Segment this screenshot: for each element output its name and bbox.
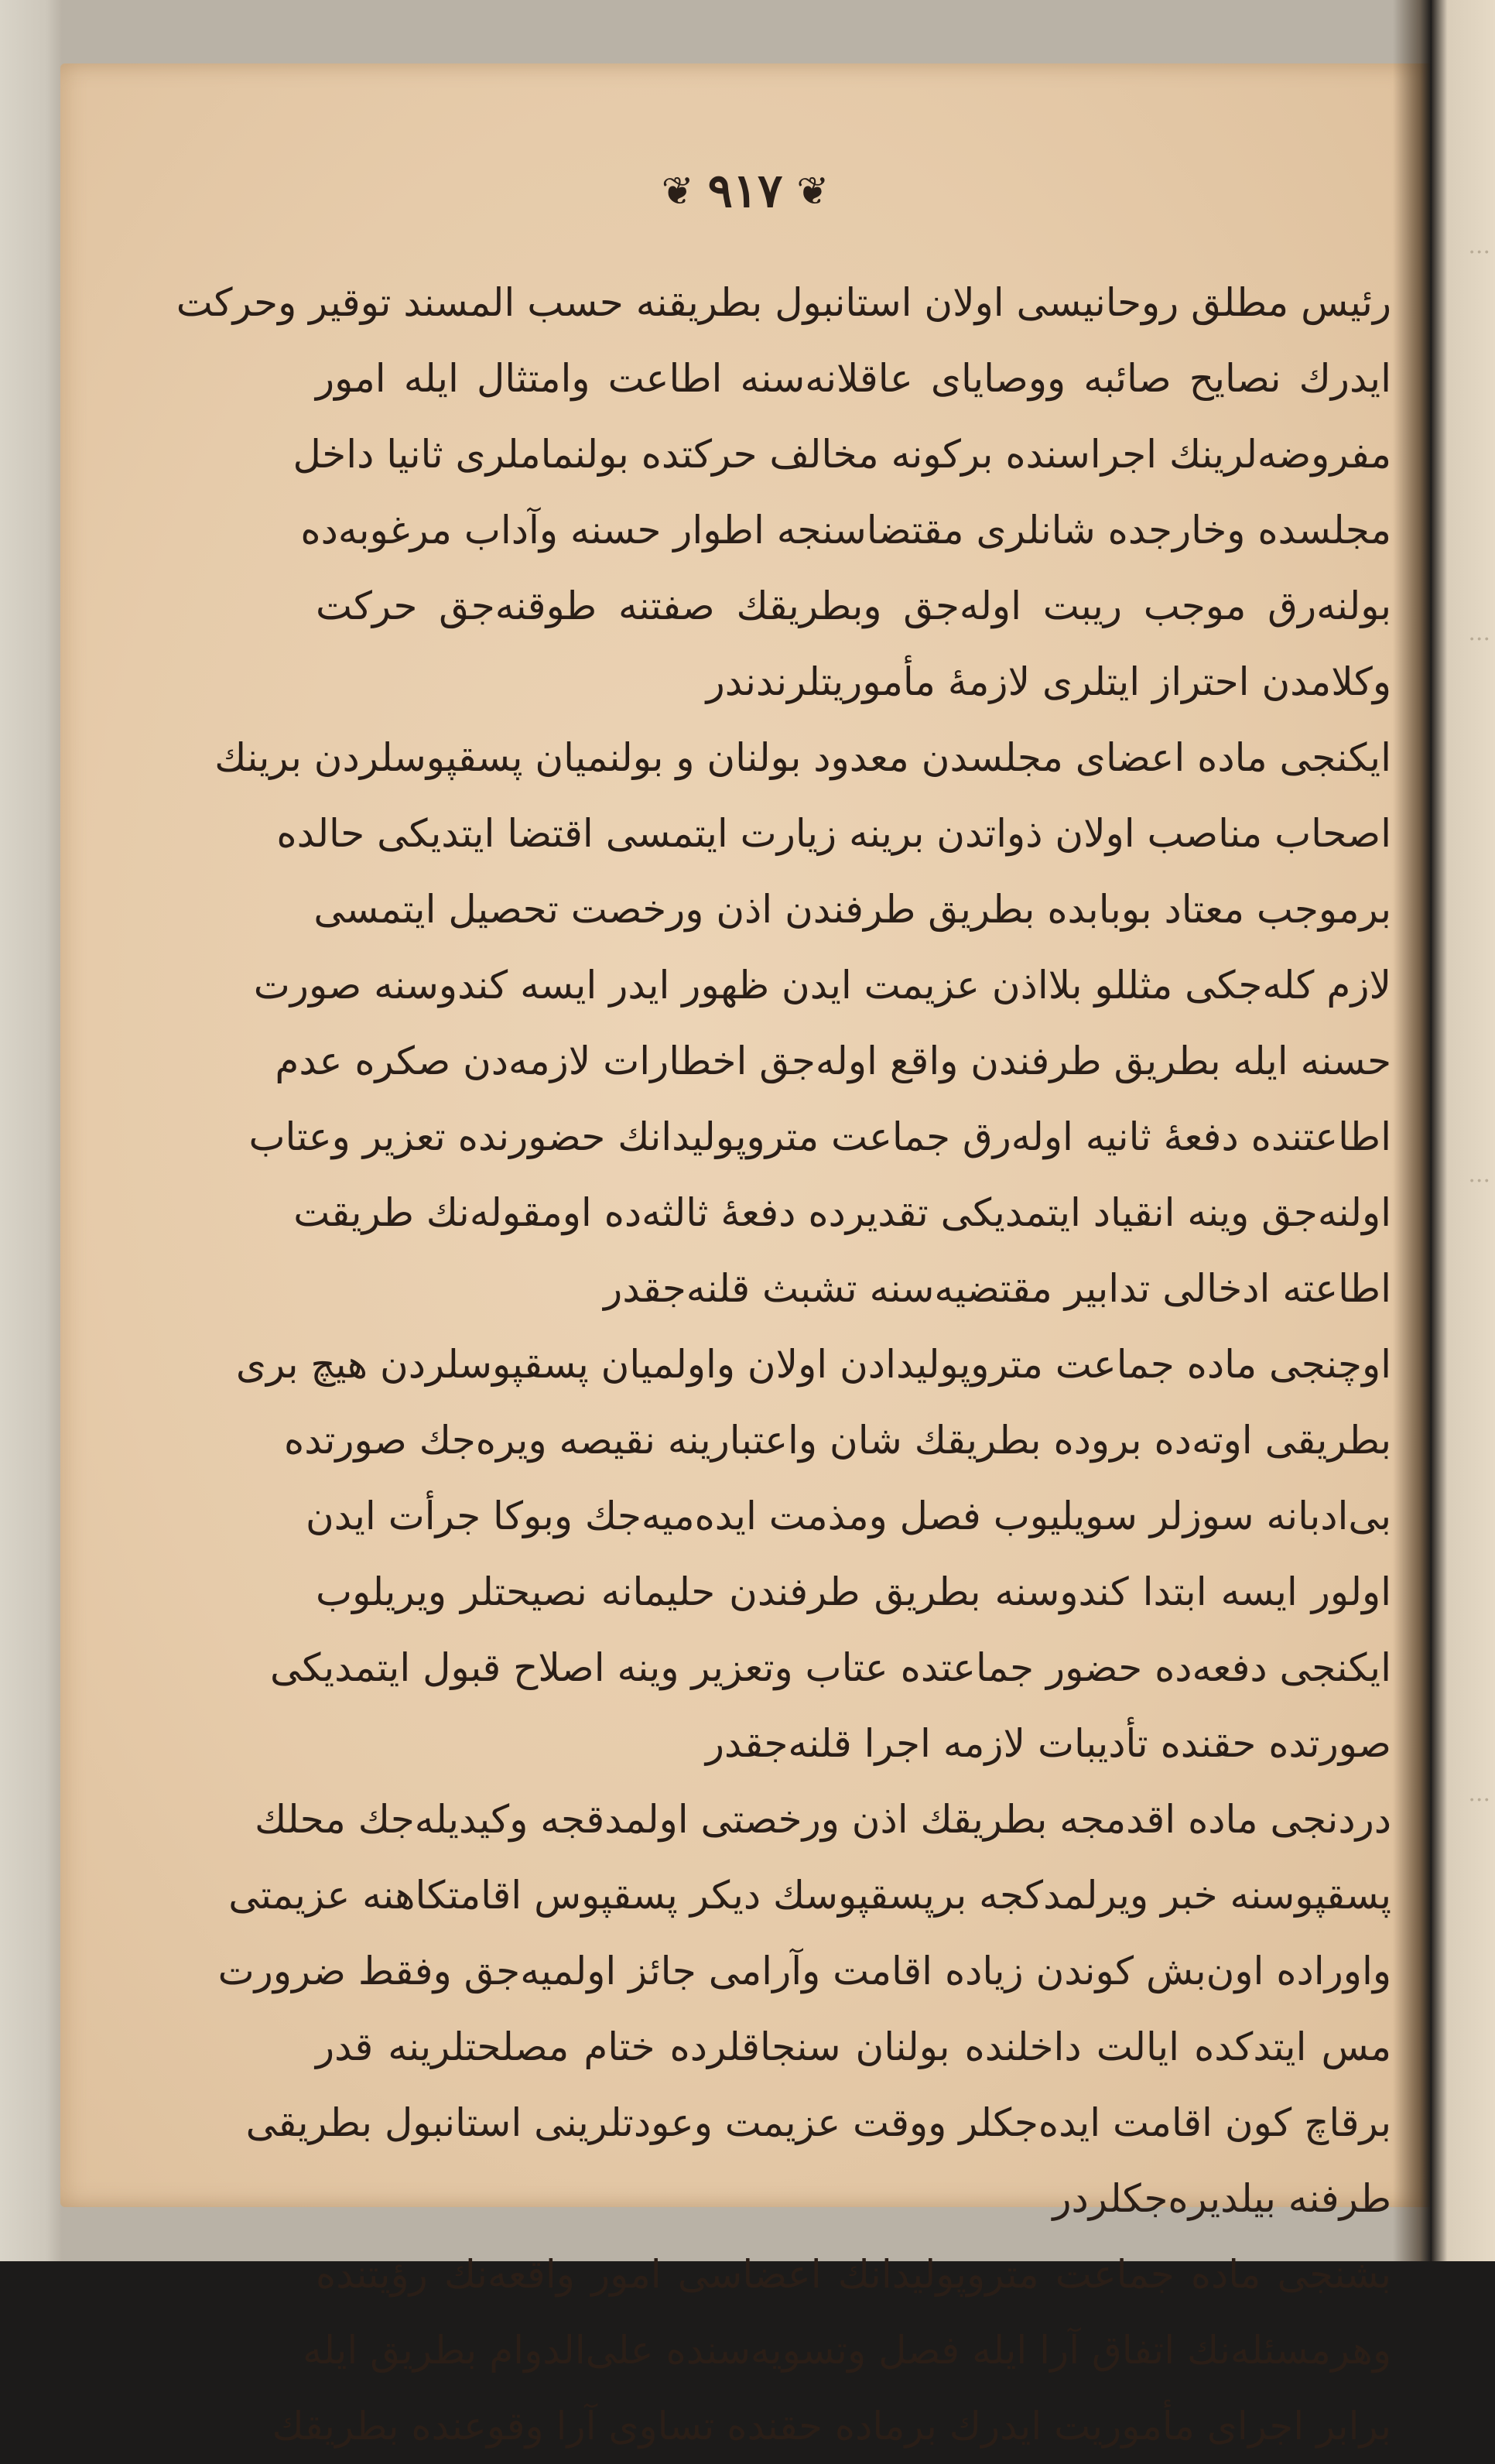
- article-3-heading-line: اوچنجی ماده جماعت متروپولیدادن اولان واولمیان پسقپوسلردن هیچ بری: [235, 1342, 1391, 1387]
- article-2-heading-line: ایکنجی ماده اعضای مجلسدن معدود بولنان و بولنمیان پسقپوسلردن برینك: [214, 735, 1391, 780]
- ornament-right-icon: ❦: [796, 169, 830, 214]
- article-4-heading-line: دردنجی ماده اقدمجه بطریقك اذن ورخصتی اولمدقجه وکیدیله‌جك محلك: [255, 1797, 1391, 1842]
- adjacent-page-fragment: ...: [1468, 232, 1490, 259]
- adjacent-page-fragment: ...: [1468, 619, 1490, 646]
- text-line: پسقپوسنه خبر ویرلمدکجه برپسقپوسك دیکر پسقپوس اقامتکاهنه عزیمتی: [228, 1873, 1391, 1918]
- text-line: بولنه‌رق موجب ریبت اوله‌جق وبطریقك صفتنه طوقنه‌جق حرکت: [316, 583, 1391, 628]
- page-number: ٩١٧: [707, 164, 783, 218]
- text-line: ایدرك نصایح صائبه ووصایای عاقلانه‌سنه اطاعت وامتثال ایله امور: [316, 356, 1391, 401]
- text-line: برابر اجرای مأموریت ایدرك برماده حقنده تساوی آرا وقوعنده بطریقك: [272, 2404, 1391, 2449]
- text-line: ایکنجی دفعه‌ده حضور جماعتده عتاب وتعزیر وینه اصلاح قبول ایتمدیکی: [269, 1645, 1391, 1690]
- text-line: صورتده حقنده تأدیبات لازمه اجرا قلنه‌جقدر: [705, 1721, 1391, 1766]
- text-line: برموجب معتاد بوبابده بطریق طرفندن اذن ورخصت تحصیل ایتمسی: [313, 887, 1391, 932]
- text-line: وهرمسئله‌نك اتفاق آرا ایله فصل وتسویه‌سنده علی‌الدوام بطریق ایله: [303, 2328, 1391, 2373]
- text-line: طرفنه بیلدیره‌جکلردر: [1052, 2176, 1391, 2221]
- text-line: حسنه ایله بطریق طرفندن واقع اوله‌جق اخطارات لازمه‌دن صکره عدم: [275, 1039, 1391, 1083]
- text-line: بی‌ادبانه سوزلر سویلیوب فصل ومذمت ایده‌میه‌جك وبوکا جرأت ایدن: [306, 1494, 1391, 1538]
- page-text: [176, 265, 1391, 2464]
- book-page: [60, 63, 1430, 2449]
- text-line: رئیس مطلق روحانیسی اولان استانبول بطریقنه حسب المسند توقیر وحرکت: [176, 280, 1391, 325]
- text-line: اولنه‌جق وینه انقیاد ایتمدیکی تقدیرده دفعهٔ ثالثه‌ده اومقوله‌نك طریقت: [293, 1190, 1391, 1235]
- adjacent-page-edge: [1432, 0, 1495, 2261]
- text-line: اطاعته ادخالی تدابیر مقتضیه‌سنه تشبث قلنه‌جقدر: [604, 1266, 1391, 1311]
- adjacent-page-fragment: ...: [1468, 1780, 1490, 1807]
- text-line: وکلامدن احتراز ایتلری لازمهٔ مأموریتلرندندر: [706, 659, 1391, 704]
- page-header: [60, 156, 1430, 226]
- text-line: اولور ایسه ابتدا کندوسنه بطریق طرفندن حلیمانه نصیحتلر ویریلوب: [316, 1569, 1391, 1614]
- text-line: برقاچ کون اقامت ایده‌جکلر ووقت عزیمت وعودتلرینی استانبول بطریقی: [245, 2100, 1391, 2145]
- adjacent-page-fragment: ...: [1468, 1161, 1490, 1188]
- ornament-left-icon: ❦: [661, 169, 694, 214]
- text-line: واوراده اون‌بش کوندن زیاده اقامت وآرامی جائز اولمیه‌جق وفقط ضرورت: [217, 1949, 1391, 1993]
- text-line: مجلسده وخارجده شانلری مقتضاسنجه اطوار حسنه وآداب مرغوبه‌ده: [300, 508, 1391, 553]
- text-line: مفروضه‌لرینك اجراسنده برکونه مخالف حرکتده بولنماملری ثانیا داخل: [292, 432, 1391, 477]
- text-line: بطریقی اوته‌ده بروده بطریقك شان واعتبارینه نقیصه ویره‌جك صورتده: [284, 1418, 1391, 1463]
- text-line: لازم کله‌جکی مثللو بلااذن عزیمت ایدن ظهور ایدر ایسه کندوسنه صورت: [253, 963, 1391, 1008]
- text-line: اصحاب مناصب اولان ذواتدن برینه زیارت ایتمسی اقتضا ایتدیکی حالده: [276, 811, 1391, 856]
- gutter-shadow: [1393, 0, 1432, 2261]
- text-line: مس ایتدکده ایالت داخلنده بولنان سنجاقلرده ختام مصلحتلرینه قدر: [316, 2024, 1391, 2069]
- text-line: اطاعتنده دفعهٔ ثانیه اوله‌رق جماعت متروپولیدانك حضورنده تعزیر وعتاب: [248, 1114, 1391, 1159]
- article-5-heading-line: بشنجی ماده جماعت متروپولیدانك اعضاسی امور واقعه‌نك رؤیتنده: [316, 2252, 1391, 2297]
